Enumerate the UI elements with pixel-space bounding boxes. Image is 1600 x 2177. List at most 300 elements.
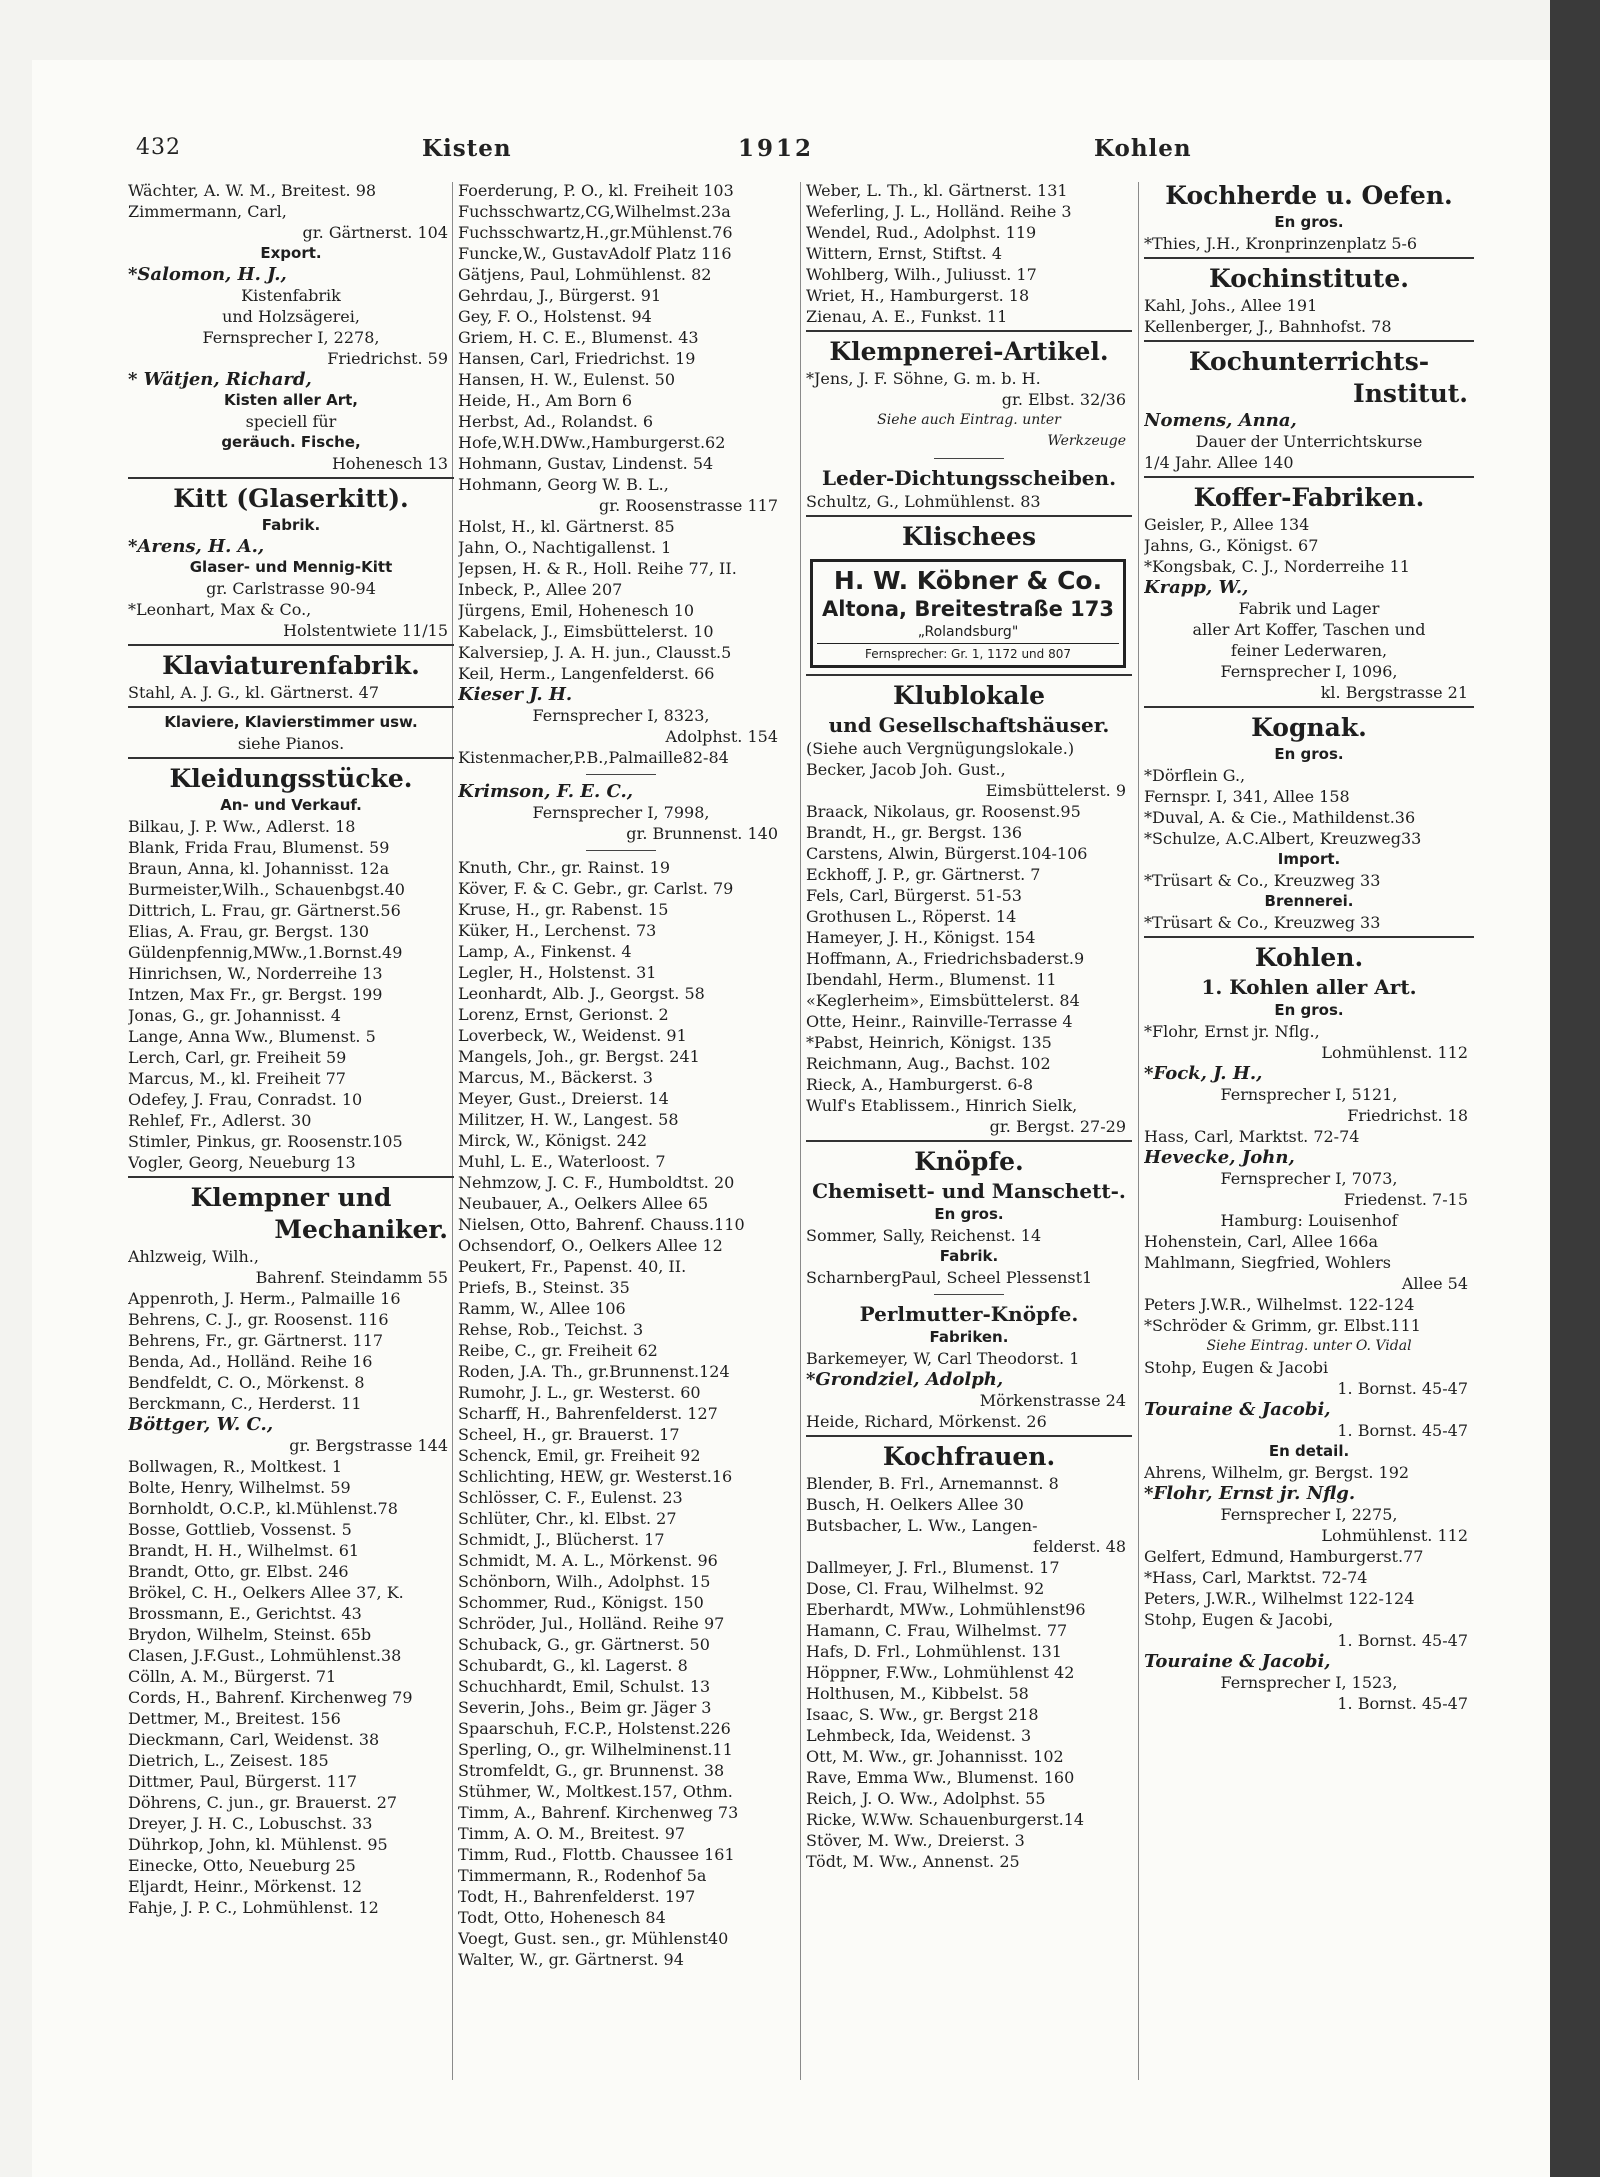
entry-line: Ricke, W.Ww. Schauenburgerst.14 <box>806 1810 1085 1829</box>
section-rule <box>1144 476 1474 478</box>
entry-line: Hafs, D. Frl., Lohmühlenst. 131 <box>806 1642 1062 1661</box>
entry-line: *Hass, Carl, Marktst. 72-74 <box>1144 1568 1368 1587</box>
entry-line: Schönborn, Wilh., Adolphst. 15 <box>458 1572 711 1591</box>
entry-line: *Pabst, Heinrich, Königst. 135 <box>806 1033 1052 1052</box>
entry-line: Hameyer, J. H., Königst. 154 <box>806 928 1036 947</box>
section-rule <box>1144 936 1474 938</box>
entry-line: Hamburg: Louisenhof <box>1220 1211 1398 1230</box>
featured-entry: Touraine & Jacobi, <box>1144 1399 1331 1420</box>
section-heading: 1. Kohlen aller Art. <box>1201 975 1417 999</box>
featured-entry: *Grondziel, Adolph, <box>806 1369 1004 1390</box>
entry-line: *Schröder & Grimm, gr. Elbst.111 <box>1144 1316 1421 1335</box>
entry-line: Hansen, H. W., Eulenst. 50 <box>458 370 676 389</box>
entry-line: ScharnbergPaul, Scheel Plessenst1 <box>806 1268 1093 1287</box>
subheading: En gros. <box>934 1205 1004 1223</box>
entry-line: Behrens, C. J., gr. Roosenst. 116 <box>128 1310 389 1329</box>
subheading: An- und Verkauf. <box>220 796 362 814</box>
entry-line: Schuchhardt, Emil, Schulst. 13 <box>458 1677 711 1696</box>
entry-line: Mahlmann, Siegfried, Wohlers <box>1144 1253 1391 1272</box>
featured-entry: Hevecke, John, <box>1144 1147 1295 1168</box>
entry-line: Bahrenf. Steindamm 55 <box>255 1268 448 1287</box>
section-heading: und Gesellschaftshäuser. <box>828 713 1110 737</box>
entry-line: Vogler, Georg, Neueburg 13 <box>128 1153 356 1172</box>
entry-line: Brandt, H., gr. Bergst. 136 <box>806 823 1023 842</box>
entry-line: felderst. 48 <box>1032 1537 1126 1556</box>
entry-line: Ahrens, Wilhelm, gr. Bergst. 192 <box>1144 1463 1410 1482</box>
entry-line: Odefey, J. Frau, Conradst. 10 <box>128 1090 363 1109</box>
entry-line: Marcus, M., Bäckerst. 3 <box>458 1068 653 1087</box>
featured-entry: *Salomon, H. J., <box>128 264 287 285</box>
entry-line: *Trüsart & Co., Kreuzweg 33 <box>1144 913 1381 932</box>
entry-line: Meyer, Gust., Dreierst. 14 <box>458 1089 669 1108</box>
entry-line: Lehmbeck, Ida, Weidenst. 3 <box>806 1726 1032 1745</box>
subheading: En gros. <box>1274 745 1344 763</box>
entry-line: Otte, Heinr., Rainville-Terrasse 4 <box>806 1012 1073 1031</box>
entry-line: Fernsprecher I, 1523, <box>1220 1673 1398 1692</box>
entry-line: Foerderung, P. O., kl. Freiheit 103 <box>458 181 734 200</box>
entry-line: Eljardt, Heinr., Mörkenst. 12 <box>128 1877 363 1896</box>
entry-line: *Flohr, Ernst jr. Nflg., <box>1144 1022 1320 1041</box>
entry-line: und Holzsägerei, <box>222 307 360 326</box>
featured-entry: Kieser J. H. <box>458 684 573 705</box>
entry-line: Reibe, C., gr. Freiheit 62 <box>458 1341 658 1360</box>
section-heading: Kitt (Glaserkitt). <box>173 484 409 513</box>
entry-line: Hohenstein, Carl, Allee 166a <box>1144 1232 1378 1251</box>
entry-line: Timm, A. O. M., Breitest. 97 <box>458 1824 686 1843</box>
scan-edge <box>1550 0 1600 2177</box>
entry-line: Bollwagen, R., Moltkest. 1 <box>128 1457 343 1476</box>
entry-line: Schröder, Jul., Holländ. Reihe 97 <box>458 1614 725 1633</box>
entry-line: Mörkenstrasse 24 <box>979 1391 1126 1410</box>
entry-line: Fernspr. I, 341, Allee 158 <box>1144 787 1350 806</box>
entry-line: Wendel, Rud., Adolphst. 119 <box>806 223 1037 242</box>
entry-line: Hofe,W.H.DWw.,Hamburgerst.62 <box>458 433 726 452</box>
entry-line: Fernsprecher I, 5121, <box>1220 1085 1398 1104</box>
section-heading: Kognak. <box>1251 713 1367 742</box>
entry-line: Holstentwiete 11/15 <box>283 621 448 640</box>
entry-line: Heide, Richard, Mörkenst. 26 <box>806 1412 1047 1431</box>
entry-line: Kistenfabrik <box>241 286 341 305</box>
entry-line: Leonhardt, Alb. J., Georgst. 58 <box>458 984 705 1003</box>
entry-line: Rieck, A., Hamburgerst. 6-8 <box>806 1075 1034 1094</box>
section-rule <box>128 1176 454 1178</box>
entry-line: Legler, H., Holstenst. 31 <box>458 963 657 982</box>
section-heading: Mechaniker. <box>274 1215 448 1244</box>
entry-line: Dietrich, L., Zeisest. 185 <box>128 1751 329 1770</box>
entry-line: Mangels, Joh., gr. Bergst. 241 <box>458 1047 700 1066</box>
entry-line: Stohp, Eugen & Jacobi, <box>1144 1610 1334 1629</box>
entry-line: Blank, Frida Frau, Blumenst. 59 <box>128 838 390 857</box>
entry-line: Gätjens, Paul, Lohmühlenst. 82 <box>458 265 712 284</box>
entry-line: Butsbacher, L. Ww., Langen- <box>806 1516 1038 1535</box>
entry-line: Ahlzweig, Wilh., <box>128 1247 259 1266</box>
advertisement-box <box>810 559 1126 668</box>
entry-line: Bolte, Henry, Wilhelmst. 59 <box>128 1478 351 1497</box>
entry-line: Bosse, Gottlieb, Vossenst. 5 <box>128 1520 352 1539</box>
note-line: Siehe auch Eintrag. unter <box>877 412 1061 428</box>
entry-line: Appenroth, J. Herm., Palmaille 16 <box>128 1289 401 1308</box>
entry-line: feiner Lederwaren, <box>1230 641 1388 660</box>
entry-line: Brossmann, E., Gerichtst. 43 <box>128 1604 362 1623</box>
entry-line: Fernsprecher I, 7998, <box>532 803 710 822</box>
entry-line: Schommer, Rud., Königst. 150 <box>458 1593 704 1612</box>
entry-line: Muhl, L. E., Waterloost. 7 <box>458 1152 666 1171</box>
entry-line: Berckmann, C., Herderst. 11 <box>128 1394 362 1413</box>
entry-line: Timm, A., Bahrenf. Kirchenweg 73 <box>458 1803 739 1822</box>
section-rule <box>806 674 1132 676</box>
entry-line: Benda, Ad., Holländ. Reihe 16 <box>128 1352 373 1371</box>
entry-line: Nehmzow, J. C. F., Humboldtst. 20 <box>458 1173 735 1192</box>
entry-line: gr. Elbst. 32/36 <box>1001 390 1126 409</box>
entry-line: Keil, Herm., Langenfelderst. 66 <box>458 664 715 683</box>
entry-line: Jahns, G., Königst. 67 <box>1144 536 1319 555</box>
entry-line: Allee 54 <box>1401 1274 1468 1293</box>
entry-line: Stohp, Eugen & Jacobi <box>1144 1358 1329 1377</box>
entry-line: Lorenz, Ernst, Gerionst. 2 <box>458 1005 669 1024</box>
entry-line: Burmeister,Wilh., Schauenbgst.40 <box>128 880 405 899</box>
entry-line: Busch, H. Oelkers Allee 30 <box>806 1495 1024 1514</box>
entry-line: Holst, H., kl. Gärtnerst. 85 <box>458 517 675 536</box>
subheading: Fabrik. <box>261 516 321 534</box>
entry-line: Brandt, H. H., Wilhelmst. 61 <box>128 1541 360 1560</box>
entry-line: Rehse, Rob., Teichst. 3 <box>458 1320 644 1339</box>
entry-line: Reichmann, Aug., Bachst. 102 <box>806 1054 1051 1073</box>
entry-line: Eberhardt, MWw., Lohmühlenst96 <box>806 1600 1086 1619</box>
entry-line: Bilkau, J. P. Ww., Adlerst. 18 <box>128 817 356 836</box>
section-heading: Klaviaturenfabrik. <box>162 651 420 680</box>
entry-line: Dieckmann, Carl, Weidenst. 38 <box>128 1730 380 1749</box>
entry-line: Zimmermann, Carl, <box>128 202 287 221</box>
entry-line: Peters, J.W.R., Wilhelmst 122-124 <box>1144 1589 1415 1608</box>
entry-line: gr. Brunnenst. 140 <box>626 824 778 843</box>
entry-line: Fernsprecher I, 2278, <box>202 328 380 347</box>
entry-line: Gehrdau, J., Bürgerst. 91 <box>458 286 662 305</box>
entry-line: Fernsprecher I, 2275, <box>1220 1505 1398 1524</box>
entry-line: Dauer der Unterrichtskurse <box>1195 432 1423 451</box>
entry-line: gr. Roosenstrasse 117 <box>599 496 778 515</box>
entry-line: kl. Bergstrasse 21 <box>1320 683 1468 702</box>
featured-entry: Krimson, F. E. C., <box>458 781 634 802</box>
entry-line: Scharff, H., Bahrenfelderst. 127 <box>458 1404 718 1423</box>
featured-entry: *Arens, H. A., <box>128 536 265 557</box>
entry-line: Braun, Anna, kl. Johannisst. 12a <box>128 859 390 878</box>
subheading: Import. <box>1277 850 1341 868</box>
short-rule <box>934 458 1004 459</box>
entry-line: *Leonhart, Max & Co., <box>128 600 312 619</box>
entry-line: Peukert, Fr., Papenst. 40, II. <box>458 1257 687 1276</box>
subheading: Glaser- und Mennig-Kitt <box>189 558 393 576</box>
entry-line: Fabrik und Lager <box>1238 599 1380 618</box>
entry-line: Schlichting, HEW, gr. Westerst.16 <box>458 1467 733 1486</box>
entry-line: Tödt, M. Ww., Annenst. 25 <box>806 1852 1020 1871</box>
subheading: En detail. <box>1268 1442 1350 1460</box>
entry-line: Fuchsschwartz,CG,Wilhelmst.23a <box>458 202 731 221</box>
entry-line: Voegt, Gust. sen., gr. Mühlenst40 <box>458 1929 729 1948</box>
entry-line: Blender, B. Frl., Arnemannst. 8 <box>806 1474 1059 1493</box>
entry-line: Rehlef, Fr., Adlerst. 30 <box>128 1111 312 1130</box>
entry-line: Schlösser, C. F., Eulenst. 23 <box>458 1488 683 1507</box>
section-rule <box>806 515 1132 517</box>
entry-line: Ochsendorf, O., Oelkers Allee 12 <box>458 1236 723 1255</box>
section-heading: Kochunterrichts- <box>1188 347 1430 376</box>
featured-entry: Krapp, W., <box>1144 577 1249 598</box>
entry-line: Eckhoff, J. P., gr. Gärtnerst. 7 <box>806 865 1041 884</box>
subheading: En gros. <box>1274 213 1344 231</box>
entry-line: Weferling, J. L., Holländ. Reihe 3 <box>806 202 1072 221</box>
entry-line: Ramm, W., Allee 106 <box>458 1299 626 1318</box>
featured-entry: *Fock, J. H., <box>1144 1063 1263 1084</box>
entry-line: Wulf's Etablissem., Hinrich Sielk, <box>806 1096 1078 1115</box>
entry-line: Adolphst. 154 <box>665 727 778 746</box>
header-right-word: Kohlen <box>1094 135 1192 162</box>
column-divider <box>1138 182 1139 2080</box>
entry-line: Zienau, A. E., Funkst. 11 <box>806 307 1008 326</box>
entry-line: speciell für <box>245 412 337 431</box>
entry-line: Fernsprecher I, 8323, <box>532 706 710 725</box>
entry-line: Hoffmann, A., Friedrichsbaderst.9 <box>806 949 1085 968</box>
entry-line: Fernsprecher I, 7073, <box>1220 1169 1398 1188</box>
entry-line: Jonas, G., gr. Johannisst. 4 <box>128 1006 341 1025</box>
ad-company-name: H. W. Köbner & Co. <box>833 566 1103 595</box>
entry-line: Holthusen, M., Kibbelst. 58 <box>806 1684 1029 1703</box>
entry-line: Weber, L. Th., kl. Gärtnerst. 131 <box>806 181 1068 200</box>
entry-line: 1. Bornst. 45-47 <box>1337 1421 1468 1440</box>
header-year: 1912 <box>738 135 815 162</box>
entry-line: Scheel, H., gr. Brauerst. 17 <box>458 1425 680 1444</box>
entry-line: Kahl, Johs., Allee 191 <box>1144 296 1318 315</box>
subheading: Brennerei. <box>1264 892 1354 910</box>
entry-line: siehe Pianos. <box>237 734 345 753</box>
short-rule <box>934 1294 1004 1295</box>
entry-line: Timm, Rud., Flottb. Chaussee 161 <box>458 1845 735 1864</box>
subheading: En gros. <box>1274 1001 1344 1019</box>
column-2 <box>458 180 784 2080</box>
entry-line: Rave, Emma Ww., Blumenst. 160 <box>806 1768 1075 1787</box>
entry-line: Jepsen, H. & R., Holl. Reihe 77, II. <box>458 559 737 578</box>
subheading: geräuch. Fische, <box>221 433 361 451</box>
entry-line: Brökel, C. H., Oelkers Allee 37, K. <box>128 1583 404 1602</box>
section-rule <box>128 706 454 708</box>
section-heading: Kohlen. <box>1254 943 1364 972</box>
entry-line: Sperling, O., gr. Wilhelminenst.11 <box>458 1740 733 1759</box>
section-heading: Chemisett- und Manschett-. <box>812 1179 1126 1203</box>
entry-line: Todt, Otto, Hohenesch 84 <box>458 1908 666 1927</box>
entry-line: Köver, F. & C. Gebr., gr. Carlst. 79 <box>458 879 734 898</box>
section-rule <box>128 757 454 759</box>
entry-line: Schmidt, M. A. L., Mörkenst. 96 <box>458 1551 718 1570</box>
section-rule <box>806 1140 1132 1142</box>
entry-line: 1/4 Jahr. Allee 140 <box>1144 453 1294 472</box>
entry-line: Bornholdt, O.C.P., kl.Mühlenst.78 <box>128 1499 398 1518</box>
entry-line: Hansen, Carl, Friedrichst. 19 <box>458 349 696 368</box>
entry-line: Stühmer, W., Moltkest.157, Othm. <box>458 1782 733 1801</box>
entry-line: Friedrichst. 59 <box>327 349 448 368</box>
column-3 <box>806 180 1132 2080</box>
entry-line: Funcke,W., GustavAdolf Platz 116 <box>458 244 732 263</box>
entry-line: Dallmeyer, J. Frl., Blumenst. 17 <box>806 1558 1060 1577</box>
section-heading: Koffer-Fabriken. <box>1193 483 1425 512</box>
running-header <box>100 135 1194 169</box>
entry-line: Lange, Anna Ww., Blumenst. 5 <box>128 1027 376 1046</box>
entry-line: Carstens, Alwin, Bürgerst.104-106 <box>806 844 1088 863</box>
section-heading: Klempner und <box>190 1183 392 1212</box>
section-heading: Perlmutter-Knöpfe. <box>859 1302 1079 1326</box>
entry-line: Lerch, Carl, gr. Freiheit 59 <box>128 1048 347 1067</box>
entry-line: Stimler, Pinkus, gr. Roosenstr.105 <box>128 1132 403 1151</box>
column-1 <box>128 180 454 2080</box>
section-heading: Knöpfe. <box>914 1147 1024 1176</box>
entry-line: Severin, Johs., Beim gr. Jäger 3 <box>458 1698 712 1717</box>
entry-line: Behrens, Fr., gr. Gärtnerst. 117 <box>128 1331 384 1350</box>
entry-line: Kruse, H., gr. Rabenst. 15 <box>458 900 669 919</box>
entry-line: Mirck, W., Königst. 242 <box>458 1131 648 1150</box>
entry-line: *Dörflein G., <box>1144 766 1246 785</box>
section-rule <box>128 644 454 646</box>
section-heading: Leder-Dichtungsscheiben. <box>821 466 1117 490</box>
entry-line: Ott, M. Ww., gr. Johannisst. 102 <box>806 1747 1064 1766</box>
subheading: Export. <box>260 244 322 262</box>
entry-line: Friedrichst. 18 <box>1347 1106 1468 1125</box>
entry-line: Braack, Nikolaus, gr. Roosenst.95 <box>806 802 1081 821</box>
entry-line: Schubardt, G., kl. Lagerst. 8 <box>458 1656 688 1675</box>
entry-line: Gelfert, Edmund, Hamburgerst.77 <box>1144 1547 1424 1566</box>
featured-entry: * Wätjen, Richard, <box>128 369 312 390</box>
entry-line: 1. Bornst. 45-47 <box>1337 1694 1468 1713</box>
section-heading: Kochfrauen. <box>882 1442 1056 1471</box>
ad-divider <box>817 643 1119 644</box>
entry-line: Dittrich, L. Frau, gr. Gärtnerst.56 <box>128 901 401 920</box>
entry-line: Rumohr, J. L., gr. Westerst. 60 <box>458 1383 701 1402</box>
entry-line: Dührkop, John, kl. Mühlenst. 95 <box>128 1835 388 1854</box>
entry-line: *Schulze, A.C.Albert, Kreuzweg33 <box>1144 829 1422 848</box>
entry-line: Jürgens, Emil, Hohenesch 10 <box>458 601 695 620</box>
entry-line: Lohmühlenst. 112 <box>1321 1526 1468 1545</box>
entry-line: Döhrens, C. jun., gr. Brauerst. 27 <box>128 1793 398 1812</box>
entry-line: Roden, J.A. Th., gr.Brunnenst.124 <box>458 1362 730 1381</box>
page-number: 432 <box>136 135 181 160</box>
entry-line: Hass, Carl, Marktst. 72-74 <box>1144 1127 1360 1146</box>
entry-line: Friedenst. 7-15 <box>1343 1190 1468 1209</box>
subheading: Fabriken. <box>929 1328 1009 1346</box>
section-rule <box>1144 706 1474 708</box>
ad-building-name: „Rolandsburg" <box>917 624 1019 640</box>
entry-line: gr. Carlstrasse 90-94 <box>206 579 376 598</box>
entry-line: Jahn, O., Nachtigallenst. 1 <box>458 538 672 557</box>
entry-line: Neubauer, A., Oelkers Allee 65 <box>458 1194 709 1213</box>
section-heading: Kochinstitute. <box>1209 264 1409 293</box>
entry-line: Schenck, Emil, gr. Freiheit 92 <box>458 1446 701 1465</box>
subheading: Fabrik. <box>939 1247 999 1265</box>
entry-line: Güldenpfennig,MWw.,1.Bornst.49 <box>128 943 403 962</box>
entry-line: Geisler, P., Allee 134 <box>1144 515 1310 534</box>
section-rule <box>806 1435 1132 1437</box>
entry-line: Priefs, B., Steinst. 35 <box>458 1278 630 1297</box>
ad-address: Altona, Breitestraße 173 <box>822 597 1114 621</box>
entry-line: Dose, Cl. Frau, Wilhelmst. 92 <box>806 1579 1045 1598</box>
entry-line: Brandt, Otto, gr. Elbst. 246 <box>128 1562 349 1581</box>
entry-line: Schmidt, J., Blücherst. 17 <box>458 1530 665 1549</box>
section-rule <box>1144 257 1474 259</box>
entry-line: Stromfeldt, G., gr. Brunnenst. 38 <box>458 1761 725 1780</box>
entry-line: Inbeck, P., Allee 207 <box>458 580 623 599</box>
section-rule <box>128 477 454 479</box>
entry-line: Elias, A. Frau, gr. Bergst. 130 <box>128 922 370 941</box>
entry-line: Todt, H., Bahrenfelderst. 197 <box>458 1887 696 1906</box>
entry-line: Kistenmacher,P.B.,Palmaille82-84 <box>458 748 729 767</box>
section-heading: Kochherde u. Oefen. <box>1165 181 1453 210</box>
entry-line: Barkemeyer, W, Carl Theodorst. 1 <box>806 1349 1080 1368</box>
entry-line: Dettmer, M., Breitest. 156 <box>128 1709 341 1728</box>
entry-line: Höppner, F.Ww., Lohmühlenst 42 <box>806 1663 1075 1682</box>
note-line: Werkzeuge <box>1047 433 1126 449</box>
entry-line: Lohmühlenst. 112 <box>1321 1043 1468 1062</box>
section-rule <box>806 330 1132 332</box>
entry-line: Peters J.W.R., Wilhelmst. 122-124 <box>1144 1295 1415 1314</box>
entry-line: Küker, H., Lerchenst. 73 <box>458 921 657 940</box>
entry-line: Lamp, A., Finkenst. 4 <box>458 942 632 961</box>
entry-line: Herbst, Ad., Rolandst. 6 <box>458 412 654 431</box>
entry-line: Wohlberg, Wilh., Juliusst. 17 <box>806 265 1037 284</box>
entry-line: Fernsprecher I, 1096, <box>1220 662 1398 681</box>
entry-line: Schuback, G., gr. Gärtnerst. 50 <box>458 1635 710 1654</box>
entry-line: Griem, H. C. E., Blumenst. 43 <box>458 328 699 347</box>
entry-line: Hohmann, Georg W. B. L., <box>458 475 669 494</box>
featured-entry: Böttger, W. C., <box>128 1414 274 1435</box>
entry-line: gr. Bergst. 27-29 <box>989 1117 1126 1136</box>
entry-line: Dittmer, Paul, Bürgerst. 117 <box>128 1772 358 1791</box>
entry-line: *Thies, J.H., Kronprinzenplatz 5-6 <box>1144 234 1418 253</box>
entry-line: Ibendahl, Herm., Blumenst. 11 <box>806 970 1057 989</box>
entry-line: Intzen, Max Fr., gr. Bergst. 199 <box>128 985 383 1004</box>
entry-line: *Jens, J. F. Söhne, G. m. b. H. <box>806 369 1041 388</box>
entry-line: Militzer, H. W., Langest. 58 <box>458 1110 679 1129</box>
header-left-word: Kisten <box>422 135 512 162</box>
entry-line: Wächter, A. W. M., Breitest. 98 <box>128 181 377 200</box>
entry-line: Knuth, Chr., gr. Rainst. 19 <box>458 858 671 877</box>
column-4 <box>1144 180 1474 2080</box>
entry-line: Hohenesch 13 <box>331 454 448 473</box>
section-heading: Kleidungsstücke. <box>169 764 413 793</box>
entry-line: Reich, J. O. Ww., Adolphst. 55 <box>806 1789 1046 1808</box>
entry-line: Schlüter, Chr., kl. Elbst. 27 <box>458 1509 677 1528</box>
entry-line: gr. Gärtnerst. 104 <box>302 223 448 242</box>
entry-line: (Siehe auch Vergnügungslokale.) <box>806 739 1075 758</box>
entry-line: Clasen, J.F.Gust., Lohmühlenst.38 <box>128 1646 402 1665</box>
entry-line: Bendfeldt, C. O., Mörkenst. 8 <box>128 1373 365 1392</box>
entry-line: Eimsbüttelerst. 9 <box>985 781 1126 800</box>
entry-line: *Trüsart & Co., Kreuzweg 33 <box>1144 871 1381 890</box>
short-rule <box>586 774 656 775</box>
entry-line: Schultz, G., Lohmühlenst. 83 <box>806 492 1041 511</box>
subheading: Kisten aller Art, <box>223 391 358 409</box>
featured-entry: Touraine & Jacobi, <box>1144 1651 1331 1672</box>
entry-line: «Keglerheim», Eimsbüttelerst. 84 <box>806 991 1080 1010</box>
entry-line: Heide, H., Am Born 6 <box>458 391 633 410</box>
entry-line: Timmermann, R., Rodenhof 5a <box>458 1866 707 1885</box>
featured-entry: *Flohr, Ernst jr. Nflg. <box>1144 1483 1356 1504</box>
entry-line: Nielsen, Otto, Bahrenf. Chauss.110 <box>458 1215 745 1234</box>
entry-line: Fuchsschwartz,H.,gr.Mühlenst.76 <box>458 223 733 242</box>
entry-line: Grothusen L., Röperst. 14 <box>806 907 1017 926</box>
note-line: Siehe Eintrag. unter O. Vidal <box>1206 1338 1412 1354</box>
entry-line: Sommer, Sally, Reichenst. 14 <box>806 1226 1042 1245</box>
section-heading: Klischees <box>901 522 1037 551</box>
entry-line: Brydon, Wilhelm, Steinst. 65b <box>128 1625 372 1644</box>
entry-line: Marcus, M., kl. Freiheit 77 <box>128 1069 346 1088</box>
entry-line: gr. Bergstrasse 144 <box>289 1436 448 1455</box>
entry-line: Becker, Jacob Joh. Gust., <box>806 760 1006 779</box>
entry-line: Hinrichsen, W., Norderreihe 13 <box>128 964 383 983</box>
